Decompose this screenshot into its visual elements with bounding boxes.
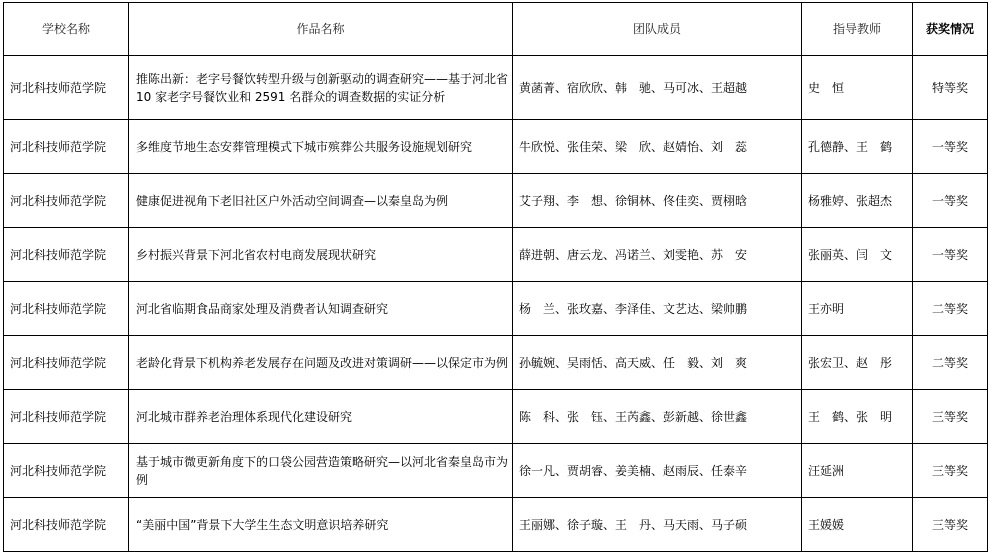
cell-award: 一等奖 <box>913 174 988 228</box>
cell-title: 乡村振兴背景下河北省农村电商发展现状研究 <box>129 228 513 282</box>
header-award: 获奖情况 <box>913 3 988 56</box>
cell-members: 杨 兰、张玫嘉、李泽佳、文艺达、梁帅鹏 <box>513 282 802 336</box>
cell-members: 艾子翔、李 想、徐铜林、佟佳奕、贾栩晗 <box>513 174 802 228</box>
cell-members: 黄菡菁、宿欣欣、韩 驰、马可冰、王超越 <box>513 56 802 120</box>
cell-school: 河北科技师范学院 <box>4 444 129 498</box>
cell-advisor: 张宏卫、赵 彤 <box>802 336 913 390</box>
cell-advisor: 王媛媛 <box>802 498 913 552</box>
cell-advisor: 张丽英、闫 文 <box>802 228 913 282</box>
table-header <box>4 3 988 56</box>
cell-award: 二等奖 <box>913 336 988 390</box>
cell-school: 河北科技师范学院 <box>4 498 129 552</box>
header-row <box>4 3 988 56</box>
cell-members: 薛进朝、唐云龙、冯诺兰、刘雯艳、苏 安 <box>513 228 802 282</box>
cell-school: 河北科技师范学院 <box>4 228 129 282</box>
header-members: 团队成员 <box>513 3 802 56</box>
cell-title: 河北城市群养老治理体系现代化建设研究 <box>129 390 513 444</box>
cell-members: 牛欣悦、张佳荣、梁 欣、赵婧怡、刘 蕊 <box>513 120 802 174</box>
cell-title: 健康促进视角下老旧社区户外活动空间调查—以秦皇岛为例 <box>129 174 513 228</box>
cell-members: 陈 科、张 钰、王芮鑫、彭新越、徐世鑫 <box>513 390 802 444</box>
header-school: 学校名称 <box>4 3 129 56</box>
cell-advisor: 史 恒 <box>802 56 913 120</box>
cell-award: 三等奖 <box>913 444 988 498</box>
table-row <box>4 390 988 444</box>
cell-award: 二等奖 <box>913 282 988 336</box>
table-row <box>4 498 988 552</box>
cell-title: 河北省临期食品商家处理及消费者认知调查研究 <box>129 282 513 336</box>
cell-title: 基于城市微更新角度下的口袋公园营造策略研究—以河北省秦皇岛市为例 <box>129 444 513 498</box>
cell-title: 多维度节地生态安葬管理模式下城市殡葬公共服务设施规划研究 <box>129 120 513 174</box>
cell-advisor: 杨雅婷、张超杰 <box>802 174 913 228</box>
cell-school: 河北科技师范学院 <box>4 120 129 174</box>
cell-school: 河北科技师范学院 <box>4 390 129 444</box>
cell-award: 三等奖 <box>913 498 988 552</box>
cell-title: “美丽中国”背景下大学生生态文明意识培养研究 <box>129 498 513 552</box>
cell-award: 三等奖 <box>913 390 988 444</box>
header-advisor: 指导教师 <box>802 3 913 56</box>
table-body <box>4 56 988 552</box>
cell-advisor: 汪延洲 <box>802 444 913 498</box>
table-row <box>4 120 988 174</box>
cell-award: 特等奖 <box>913 56 988 120</box>
cell-advisor: 孔德静、王 鹤 <box>802 120 913 174</box>
cell-school: 河北科技师范学院 <box>4 174 129 228</box>
cell-advisor: 王亦明 <box>802 282 913 336</box>
cell-award: 一等奖 <box>913 120 988 174</box>
table-row <box>4 174 988 228</box>
cell-advisor: 王 鹤、张 明 <box>802 390 913 444</box>
cell-title: 老龄化背景下机构养老发展存在问题及改进对策调研——以保定市为例 <box>129 336 513 390</box>
cell-award: 一等奖 <box>913 228 988 282</box>
cell-members: 徐一凡、贾胡睿、姜美楠、赵雨辰、任泰辛 <box>513 444 802 498</box>
table-row <box>4 56 988 120</box>
table-row <box>4 336 988 390</box>
table-row <box>4 282 988 336</box>
cell-members: 王丽娜、徐子璇、王 丹、马天雨、马子硕 <box>513 498 802 552</box>
cell-school: 河北科技师范学院 <box>4 282 129 336</box>
cell-members: 孙毓婉、吴雨恬、高天威、任 毅、刘 爽 <box>513 336 802 390</box>
table-row <box>4 444 988 498</box>
table-row <box>4 228 988 282</box>
awards-table <box>3 2 988 552</box>
header-title: 作品名称 <box>129 3 513 56</box>
cell-school: 河北科技师范学院 <box>4 56 129 120</box>
cell-title: 推陈出新：老字号餐饮转型升级与创新驱动的调查研究——基于河北省 10 家老字号餐饮业和 2591 名群众的调查数据的实证分析 <box>129 56 513 120</box>
cell-school: 河北科技师范学院 <box>4 336 129 390</box>
